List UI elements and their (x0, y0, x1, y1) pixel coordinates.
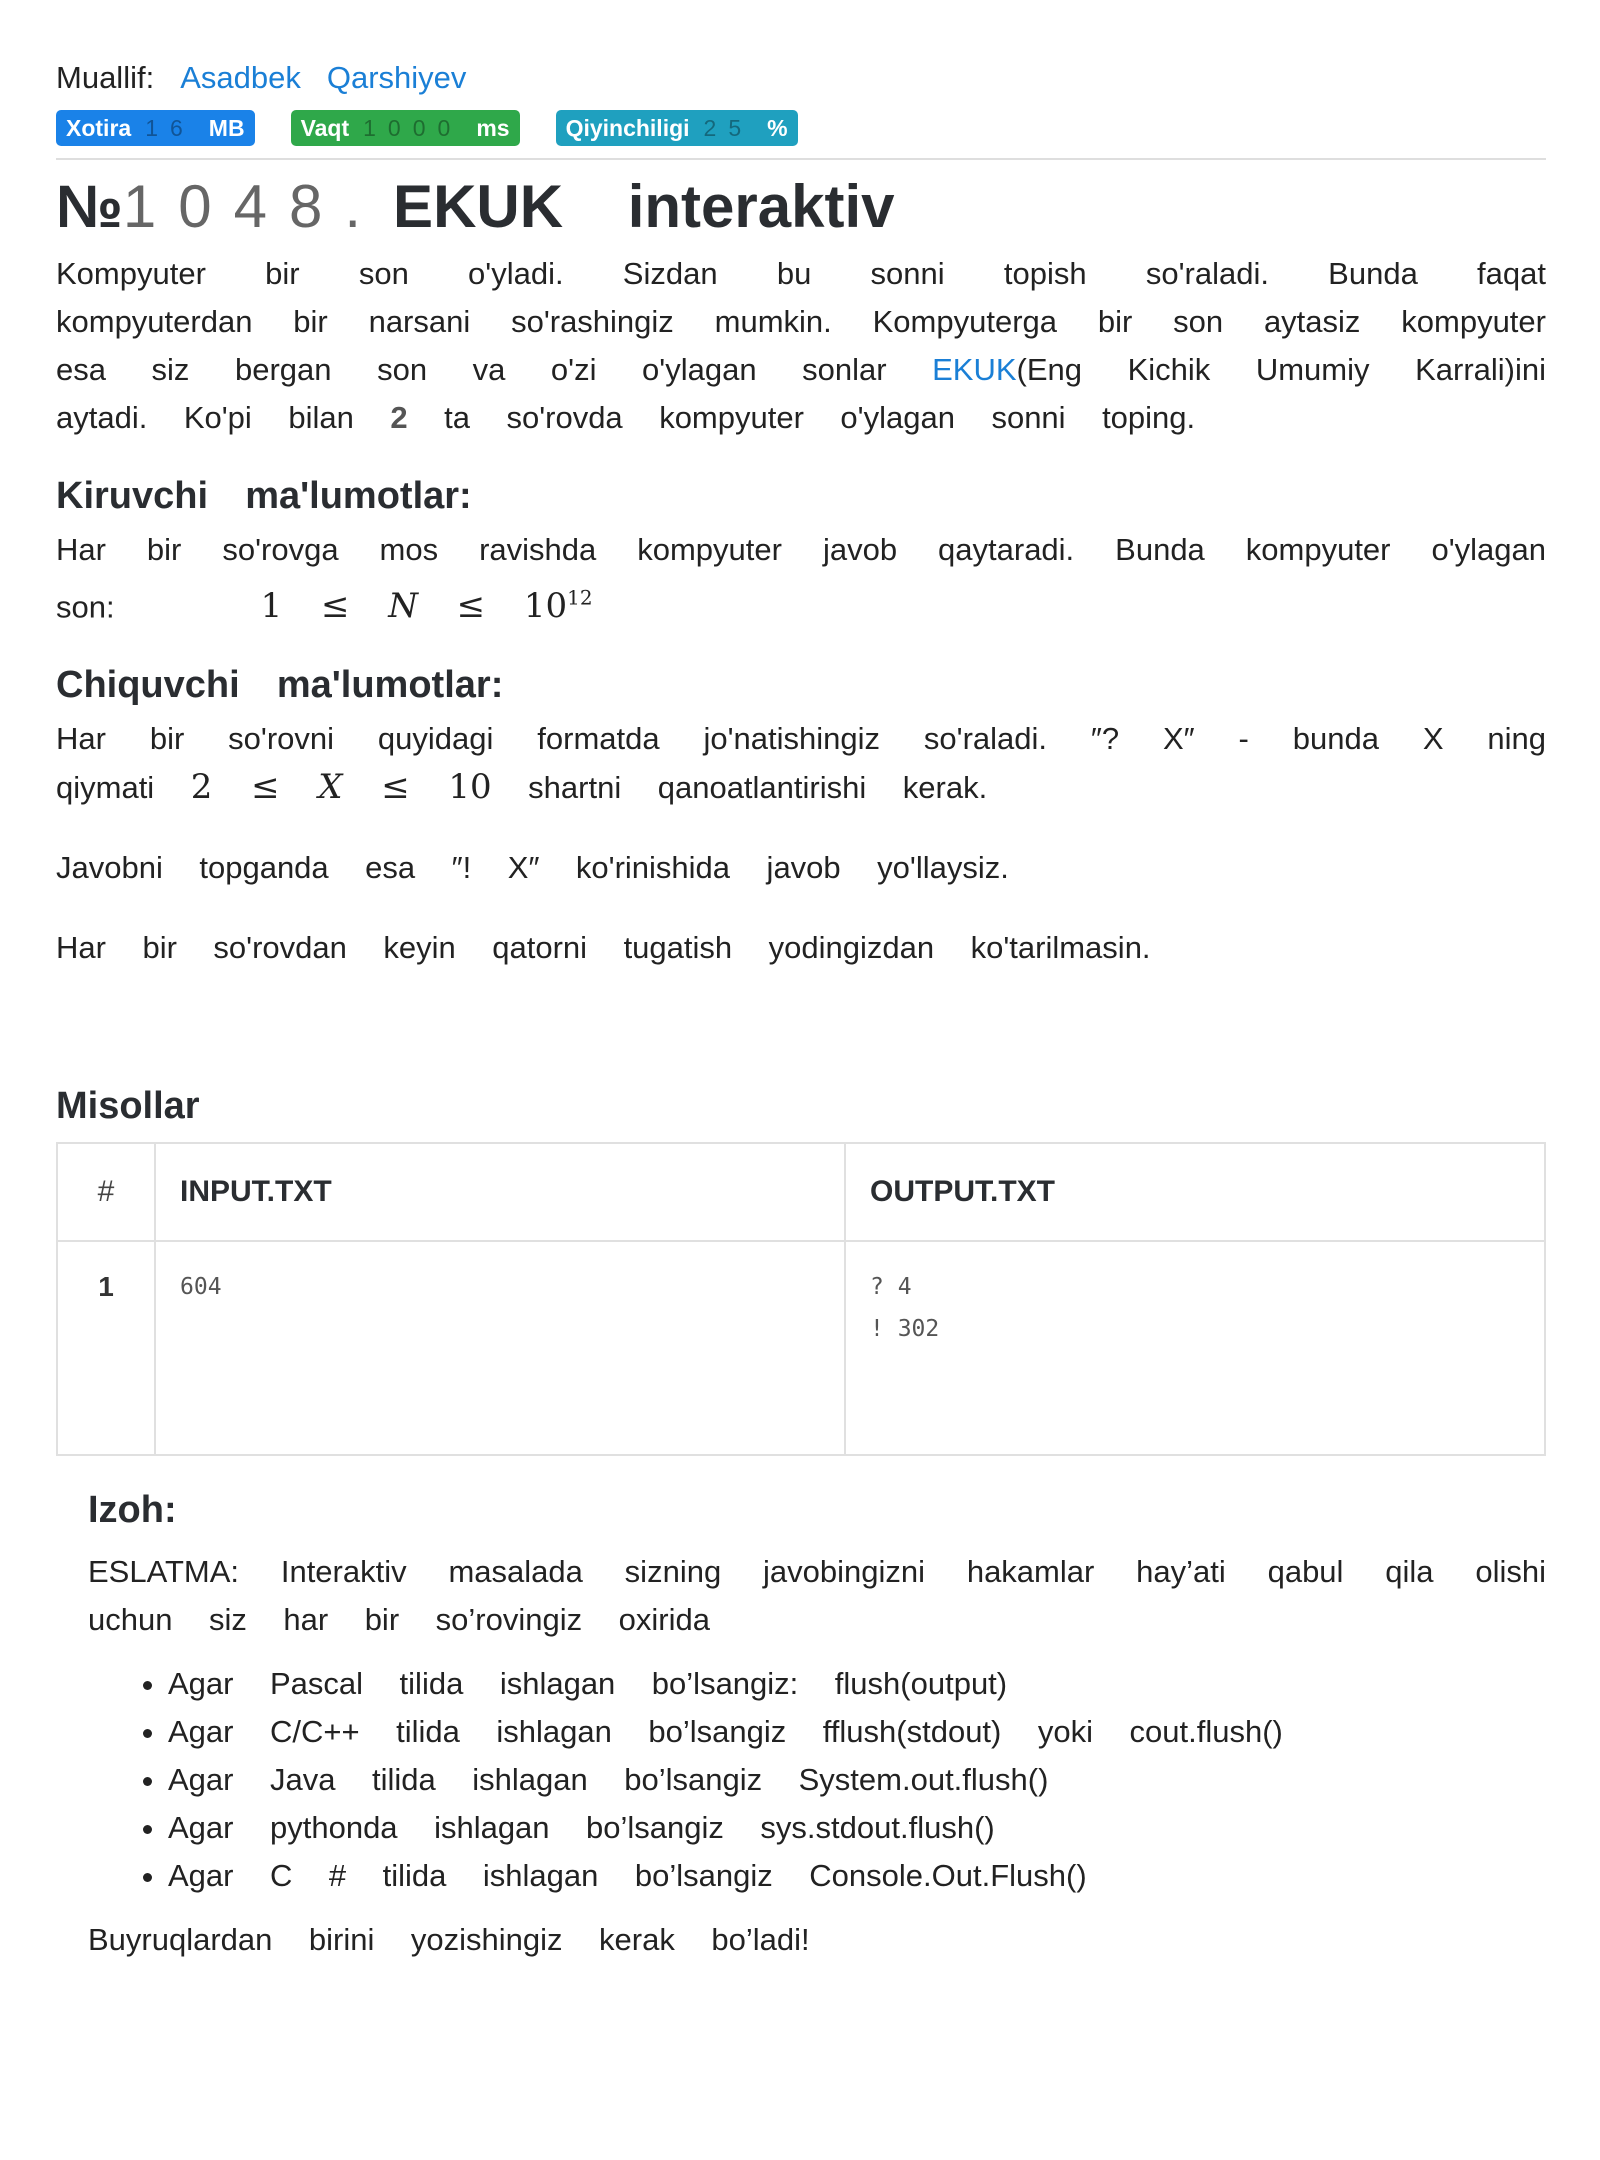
note-closing: Buyruqlardan birini yozishingiz kerak bo’ladi! (88, 1922, 810, 1958)
divider (56, 158, 1546, 160)
n-min: 1 (260, 586, 283, 627)
time-badge (291, 110, 520, 146)
newline-note: Har bir so'rovdan keyin qatorni tugatish yodingizdan ko'tarilmasin. (56, 930, 1151, 966)
difficulty-unit: % (767, 114, 788, 141)
content (56, 56, 1546, 1964)
examples-table (56, 1142, 1546, 1456)
table-header-row (57, 1143, 1545, 1241)
ekuk-link[interactable]: EKUK (932, 352, 1017, 387)
row-index: 1 (57, 1241, 155, 1455)
x-var: X (318, 767, 343, 808)
time-unit: ms (476, 114, 510, 141)
difficulty-label: Qiyinchiligi (565, 114, 690, 141)
n-max-exp: 12 (567, 586, 593, 610)
problem-title: EKUK interaktiv (393, 173, 895, 240)
problem-number: 1048. (122, 173, 384, 240)
number-prefix: № (56, 173, 123, 240)
col-index: # (57, 1143, 155, 1241)
list-item: • Agar Pascal tilida ishlagan bo’lsangiz: flush(output) (168, 1660, 1546, 1708)
input-constraint: $1 \le N \le 10^{12}$ (260, 586, 593, 627)
input-heading: Kiruvchi ma'lumotlar: (56, 475, 472, 517)
author-first-link[interactable]: Asadbek (180, 60, 301, 95)
note-section (88, 1486, 1546, 1964)
list-item: • Agar pythonda ishlagan bo’lsangiz sys.stdout.flush() (168, 1804, 1546, 1852)
x-max: 10 (448, 767, 492, 808)
note-heading: Izoh: (88, 1489, 177, 1532)
author-last-link[interactable]: Qarshiyev (326, 60, 467, 95)
statement-text-3: ta so'rovda kompyuter o'ylagan sonni toping. (407, 400, 1196, 435)
input-description (56, 526, 1546, 631)
output-text-end: shartni qanoatlantirishi kerak. (528, 770, 988, 806)
examples-heading: Misollar (56, 1085, 200, 1128)
input-text: Har bir so'rovga mos ravishda kompyuter javob qaytaradi. Bunda kompyuter o'ylagan son: (56, 532, 1546, 625)
author-label: Muallif: (56, 60, 155, 95)
author-line (56, 56, 1546, 100)
memory-value: 16 (145, 114, 195, 141)
memory-badge (56, 110, 255, 146)
n-max-base: 10 (523, 586, 568, 627)
row-output[interactable] (845, 1241, 1545, 1455)
output-constraint: 2 ≤ X ≤ 10 (190, 767, 492, 808)
page-title (56, 164, 1546, 250)
table-row (57, 1241, 1545, 1455)
query-count: 2 (390, 400, 408, 435)
time-label: Vaqt (300, 114, 350, 141)
statement-text-2: (Eng Kichik Umumiy Karrali)ini aytadi. Ko'pi bilan (56, 352, 1546, 435)
list-item: • Agar Java tilida ishlagan bo’lsangiz System.out.flush() (168, 1756, 1546, 1804)
time-value: 1000 (363, 114, 463, 141)
output-heading: Chiquvchi ma'lumotlar: (56, 664, 504, 707)
n-var: N (388, 586, 418, 627)
memory-unit: MB (208, 114, 245, 141)
col-input: INPUT.TXT (155, 1143, 845, 1241)
problem-statement (56, 250, 1546, 442)
difficulty-value: 25 (703, 114, 754, 141)
output-line: ? 4 (870, 1274, 912, 1301)
row-input[interactable]: 604 (155, 1241, 845, 1455)
list-item: • Agar C # tilida ishlagan bo’lsangiz Console.Out.Flush() (168, 1852, 1546, 1900)
note-intro: ESLATMA: Interaktiv masalada sizning javobingizni hakamlar hay’ati qabul qila olishi uchun siz har bir so’rovingiz oxirida (88, 1554, 1546, 1638)
col-output: OUTPUT.TXT (845, 1143, 1545, 1241)
statement-text: Kompyuter bir son o'yladi. Sizdan bu sonni topish so'raladi. Bunda faqat kompyuterdan bir narsani so'rashingiz mumkin. Kompyuterga bir son aytasiz kompyuter esa siz bergan son va o'zi o'ylagan sonlar (56, 256, 1546, 387)
difficulty-badge (556, 110, 798, 146)
memory-label: Xotira (66, 114, 132, 141)
output-line: ! 302 (870, 1316, 940, 1343)
x-min: 2 (190, 767, 213, 808)
limits-badges (56, 110, 1546, 148)
output-description (56, 715, 1546, 812)
flush-list (88, 1660, 1546, 1900)
answer-format: Javobni topganda esa ″! X″ ko'rinishida javob yo'llaysiz. (56, 850, 1009, 886)
list-item: • Agar C/C++ tilida ishlagan bo’lsangiz fflush(stdout) yoki cout.flush() (168, 1708, 1546, 1756)
output-text: Har bir so'rovni quyidagi formatda jo'natishingiz so'raladi. ″? X″ - bunda X ning qiymati (56, 721, 1546, 806)
